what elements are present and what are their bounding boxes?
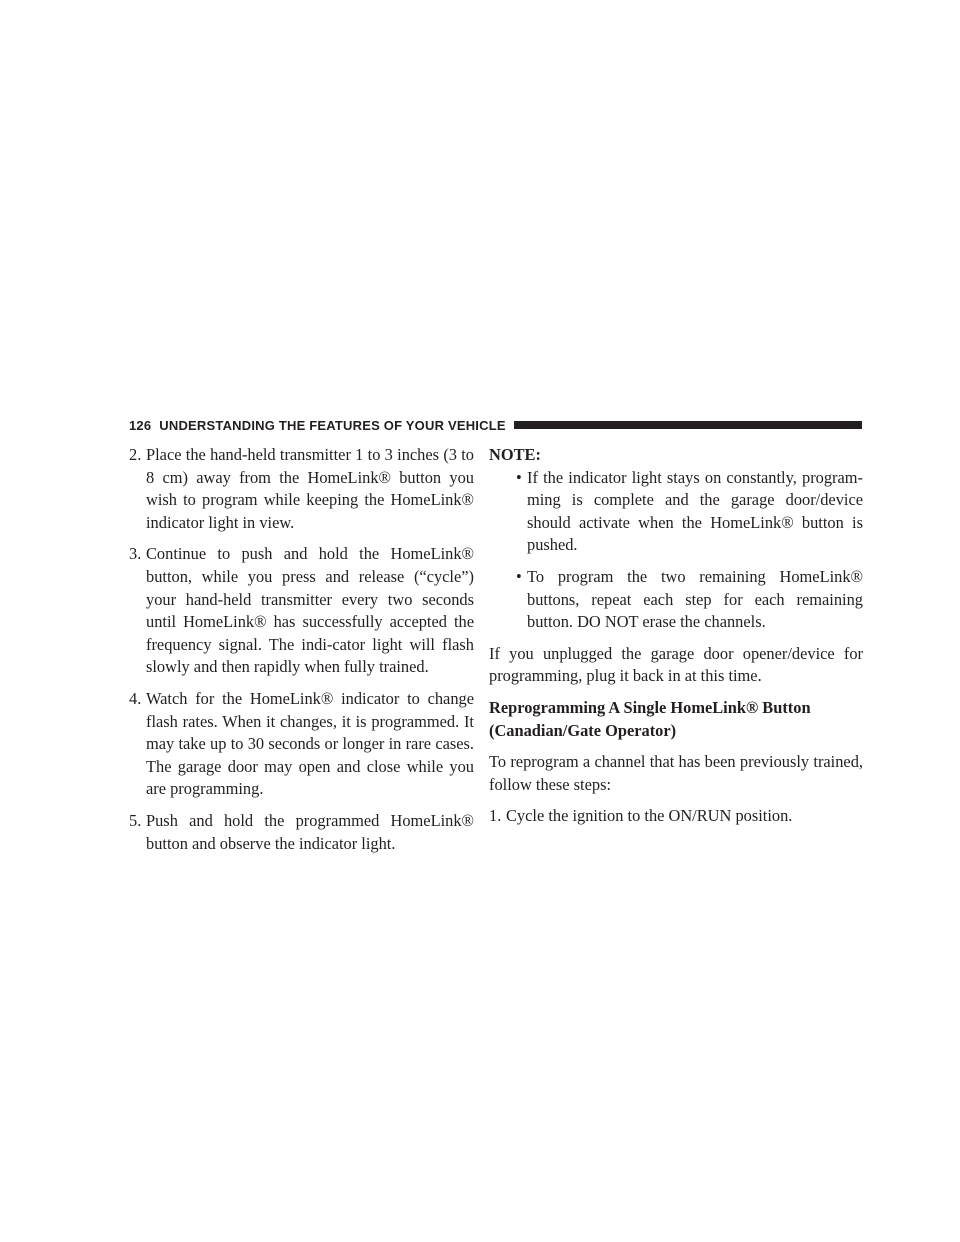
step-text: Place the hand-held transmitter 1 to 3 inches (3 to 8 cm) away from the HomeLink® button you wish to program while keeping the HomeLink® indicator light in view. <box>146 445 474 532</box>
step-text: Watch for the HomeLink® indicator to change flash rates. When it changes, it is programmed. It may take up to 30 seconds or longer in rare cases. The garage door may open and close while you are programming. <box>146 688 474 799</box>
bullet-mark: • <box>516 467 522 487</box>
step-5 <box>129 810 474 855</box>
note-bullet <box>516 566 863 634</box>
bullet-mark: • <box>516 566 522 586</box>
page-number: 126 <box>129 417 152 433</box>
paragraph-reprogram: To reprogram a channel that has been previously trained, follow these steps: <box>489 752 863 794</box>
step-number: 3. <box>129 544 142 564</box>
subheading-line-1: Reprogramming A Single HomeLink® Button <box>489 697 811 717</box>
right-column <box>489 444 863 837</box>
step-number: 4. <box>129 688 142 708</box>
note-bullet <box>516 467 863 557</box>
step-3 <box>129 543 474 679</box>
step-2 <box>129 444 474 534</box>
page-header <box>129 415 862 435</box>
bullet-text: If the indicator light stays on constantly, program-ming is complete and the garage door/device should activate when the HomeLink® button is pushed. <box>527 467 863 555</box>
header-rule <box>514 421 862 429</box>
step-4 <box>129 688 474 801</box>
paragraph-unplugged: If you unplugged the garage door opener/device for programming, plug it back in at this time. <box>489 643 863 686</box>
note-label: NOTE: <box>489 445 541 464</box>
step-text: Cycle the ignition to the ON/RUN position. <box>506 806 793 826</box>
subheading-line-2: (Canadian/Gate Operator) <box>489 720 677 740</box>
section-title: UNDERSTANDING THE FEATURES OF YOUR VEHICLE <box>159 417 506 433</box>
step-1 <box>489 805 863 828</box>
subheading <box>489 697 863 742</box>
step-number: 2. <box>129 445 142 464</box>
left-column <box>129 444 474 864</box>
bullet-text: To program the two remaining HomeLink® buttons, repeat each step for each remaining button. DO NOT erase the channels. <box>527 566 863 632</box>
step-text: Continue to push and hold the HomeLink® button, while you press and release (“cycle”) your hand-held transmitter every two seconds until HomeLink® has successfully accepted the frequency signal. The indi-cator light will flash slowly and then rapidly when fully trained. <box>146 544 474 677</box>
step-text: Push and hold the programmed HomeLink® button and observe the indicator light. <box>146 810 474 853</box>
step-number: 1. <box>489 806 502 826</box>
step-number: 5. <box>129 810 142 830</box>
